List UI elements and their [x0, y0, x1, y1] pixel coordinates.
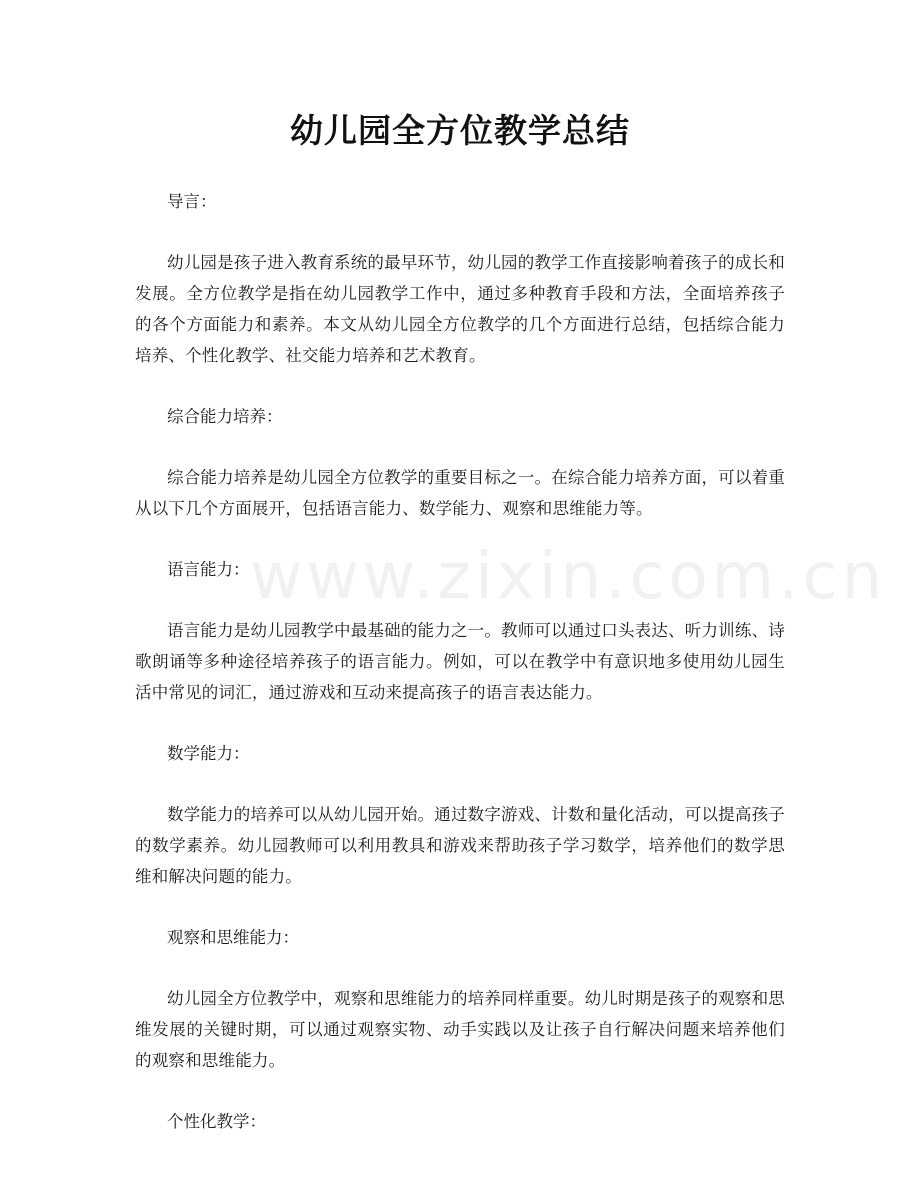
paragraph-language: 语言能力是幼儿园教学中最基础的能力之一。教师可以通过口头表达、听力训练、诗歌朗诵等多种途径培养孩子的语言能力。例如，可以在教学中有意识地多使用幼儿园生活中常见的词汇，通过游戏和互动来提高孩子的语言表达能力。	[135, 621, 785, 702]
paragraph-comprehensive: 综合能力培养是幼儿园全方位教学的重要目标之一。在综合能力培养方面，可以着重从以下几个方面展开，包括语言能力、数学能力、观察和思维能力等。	[135, 468, 785, 518]
section-heading-comprehensive: 综合能力培养：	[167, 407, 283, 426]
paragraph-observation: 幼儿园全方位教学中，观察和思维能力的培养同样重要。幼儿时期是孩子的观察和思维发展的关键时期，可以通过观察实物、动手实践以及让孩子自行解决问题来培养他们的观察和思维能力。	[135, 989, 785, 1070]
section-heading-math: 数学能力：	[167, 744, 250, 763]
watermark: www.zixin.com.cn	[250, 540, 887, 614]
section-heading-language: 语言能力：	[167, 560, 250, 579]
document-body	[135, 180, 887, 1167]
section-heading-observation: 观察和思维能力：	[167, 928, 299, 947]
section-heading-personalized: 个性化教学：	[167, 1112, 266, 1131]
paragraph-intro: 幼儿园是孩子进入教育系统的最早环节，幼儿园的教学工作直接影响着孩子的成长和发展。全方位教学是指在幼儿园教学工作中，通过多种教育手段和方法，全面培养孩子的各个方面能力和素养。本文从幼儿园全方位教学的几个方面进行总结，包括综合能力培养、个性化教学、社交能力培养和艺术教育。	[135, 253, 785, 365]
paragraph-math: 数学能力的培养可以从幼儿园开始。通过数字游戏、计数和量化活动，可以提高孩子的数学素养。幼儿园教师可以利用教具和游戏来帮助孩子学习数学，培养他们的数学思维和解决问题的能力。	[135, 805, 785, 886]
document-title: 幼儿园全方位教学总结	[290, 111, 630, 150]
section-heading-intro: 导言：	[167, 192, 217, 211]
